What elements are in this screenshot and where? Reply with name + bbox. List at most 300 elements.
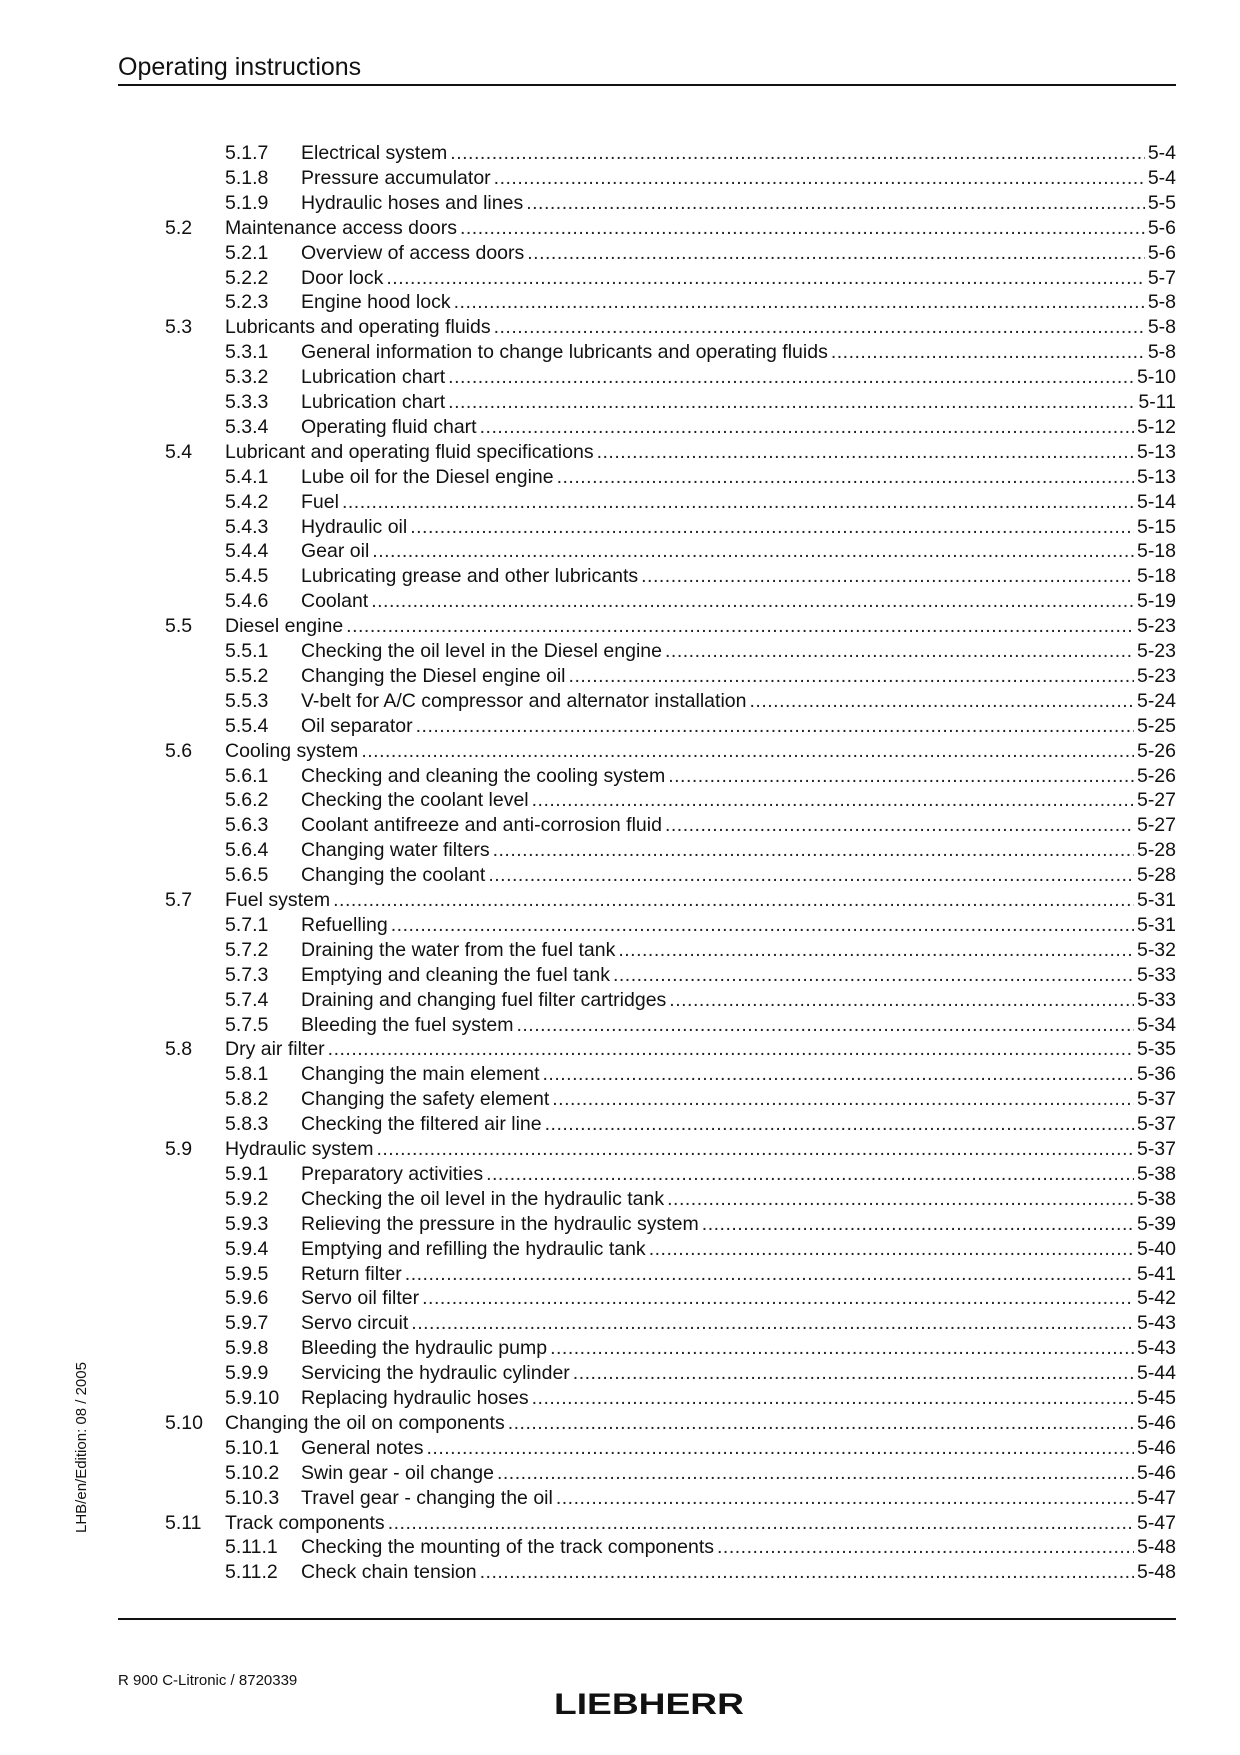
toc-leader-dots bbox=[556, 1486, 1134, 1511]
toc-number: 5.4.3 bbox=[225, 515, 269, 538]
toc-number: 5.7.5 bbox=[225, 1013, 269, 1036]
toc-entry bbox=[0, 639, 1240, 664]
toc-entry bbox=[0, 838, 1240, 863]
toc-leader-dots bbox=[493, 838, 1134, 863]
toc-number: 5.3 bbox=[165, 316, 193, 339]
toc-title: Maintenance access doors bbox=[225, 216, 457, 239]
toc-line bbox=[301, 241, 1176, 266]
toc-page-number: 5-48 bbox=[1136, 1561, 1176, 1584]
toc-number: 5.5.4 bbox=[225, 714, 269, 737]
toc-line bbox=[301, 963, 1176, 988]
toc-leader-dots bbox=[422, 1286, 1134, 1311]
toc-number: 5.2.3 bbox=[225, 291, 269, 314]
toc-entry bbox=[0, 1436, 1240, 1461]
toc-leader-dots bbox=[361, 739, 1134, 764]
toc-page-number: 5-15 bbox=[1136, 515, 1176, 538]
toc-line bbox=[301, 1336, 1176, 1361]
toc-page-number: 5-35 bbox=[1136, 1038, 1176, 1061]
toc-line bbox=[301, 913, 1176, 938]
toc-number: 5.3.4 bbox=[225, 415, 269, 438]
toc-title: Hydraulic system bbox=[225, 1138, 374, 1160]
toc-line bbox=[301, 689, 1176, 714]
toc-title: Lubrication chart bbox=[301, 366, 446, 389]
toc-entry bbox=[0, 1560, 1240, 1585]
toc-title: Door lock bbox=[301, 266, 384, 289]
logo-wordmark: LIEBHERR bbox=[554, 1689, 745, 1717]
toc-leader-dots bbox=[448, 365, 1134, 390]
toc-number: 5.9.8 bbox=[225, 1337, 269, 1360]
toc-leader-dots bbox=[427, 1436, 1134, 1461]
toc-leader-dots bbox=[545, 1112, 1134, 1137]
toc-number: 5.9.1 bbox=[225, 1162, 269, 1185]
toc-page-number: 5-37 bbox=[1136, 1138, 1176, 1160]
toc-page-number: 5-25 bbox=[1136, 714, 1176, 737]
toc-line bbox=[301, 340, 1176, 365]
toc-page-number: 5-18 bbox=[1136, 565, 1176, 588]
document-number: R 900 C-Litronic / 8720339 bbox=[118, 1672, 298, 1689]
toc-entry bbox=[0, 1386, 1240, 1411]
toc-number: 5.9.9 bbox=[225, 1362, 269, 1385]
toc-number: 5.7 bbox=[165, 889, 193, 911]
toc-page-number: 5-43 bbox=[1136, 1312, 1176, 1335]
toc-line bbox=[301, 714, 1176, 739]
toc-leader-dots bbox=[668, 764, 1134, 789]
toc-title: General information to change lubricants and operating fluids bbox=[301, 341, 828, 364]
toc-page-number: 5-42 bbox=[1136, 1287, 1176, 1310]
toc-leader-dots bbox=[448, 390, 1135, 415]
toc-line bbox=[225, 888, 1176, 913]
toc-leader-dots bbox=[497, 1461, 1134, 1486]
toc-line bbox=[225, 440, 1176, 465]
toc-line bbox=[301, 1386, 1176, 1411]
toc-entry bbox=[0, 589, 1240, 614]
toc-entry bbox=[0, 1237, 1240, 1262]
toc-entry bbox=[0, 490, 1240, 515]
toc-line bbox=[301, 764, 1176, 789]
toc-entry bbox=[0, 1411, 1240, 1436]
toc-entry bbox=[0, 141, 1240, 166]
toc-title: Changing the safety element bbox=[301, 1088, 550, 1111]
toc-number: 5.3.3 bbox=[225, 391, 269, 413]
toc-line bbox=[301, 465, 1176, 490]
toc-line bbox=[301, 1461, 1176, 1486]
toc-entry bbox=[0, 1087, 1240, 1112]
toc-leader-dots bbox=[749, 689, 1133, 714]
toc-line bbox=[301, 390, 1176, 415]
toc-line bbox=[301, 1535, 1176, 1560]
toc-leader-dots bbox=[532, 1386, 1134, 1411]
toc-number: 5.4.1 bbox=[225, 465, 269, 488]
toc-leader-dots bbox=[460, 216, 1145, 241]
toc-number: 5.2.1 bbox=[225, 241, 269, 264]
toc-page-number: 5-47 bbox=[1136, 1511, 1176, 1534]
toc-leader-dots bbox=[667, 1187, 1134, 1212]
toc-leader-dots bbox=[371, 589, 1134, 614]
toc-number: 5.2 bbox=[165, 216, 193, 239]
toc-leader-dots bbox=[516, 1013, 1134, 1038]
toc-title: Emptying and cleaning the fuel tank bbox=[301, 963, 610, 986]
toc-leader-dots bbox=[391, 913, 1134, 938]
toc-page-number: 5-38 bbox=[1136, 1162, 1176, 1185]
toc-line bbox=[225, 1037, 1176, 1062]
toc-line bbox=[301, 1087, 1176, 1112]
toc-title: Replacing hydraulic hoses bbox=[301, 1387, 529, 1409]
toc-entry bbox=[0, 689, 1240, 714]
toc-page-number: 5-36 bbox=[1136, 1063, 1176, 1086]
toc-title: Hydraulic oil bbox=[301, 515, 408, 538]
toc-leader-dots bbox=[831, 340, 1145, 365]
toc-page-number: 5-34 bbox=[1136, 1013, 1176, 1036]
toc-entry bbox=[0, 913, 1240, 938]
toc-entry bbox=[0, 340, 1240, 365]
toc-entry bbox=[0, 1311, 1240, 1336]
toc-page-number: 5-26 bbox=[1136, 739, 1176, 762]
toc-number: 5.10 bbox=[165, 1411, 203, 1434]
toc-number: 5.7.3 bbox=[225, 963, 269, 986]
toc-number: 5.9.10 bbox=[225, 1387, 280, 1409]
toc-entry bbox=[0, 988, 1240, 1013]
toc-line bbox=[301, 589, 1176, 614]
toc-page-number: 5-38 bbox=[1136, 1187, 1176, 1210]
toc-number: 5.9.2 bbox=[225, 1187, 269, 1210]
toc-title: Travel gear - changing the oil bbox=[301, 1486, 553, 1509]
toc-entry bbox=[0, 863, 1240, 888]
toc-number: 5.6.4 bbox=[225, 839, 269, 862]
toc-page-number: 5-33 bbox=[1136, 988, 1176, 1011]
toc-leader-dots bbox=[669, 988, 1134, 1013]
toc-leader-dots bbox=[411, 1311, 1134, 1336]
toc-line bbox=[301, 290, 1176, 315]
toc-leader-dots bbox=[641, 564, 1134, 589]
toc-number: 5.9.6 bbox=[225, 1287, 269, 1310]
toc-entry bbox=[0, 1361, 1240, 1386]
toc-title: Emptying and refilling the hydraulic tank bbox=[301, 1237, 646, 1260]
toc-leader-dots bbox=[494, 166, 1145, 191]
toc-line bbox=[225, 739, 1176, 764]
toc-page-number: 5-23 bbox=[1136, 664, 1176, 687]
toc-line bbox=[225, 315, 1176, 340]
header-rule bbox=[118, 84, 1176, 86]
toc-entry bbox=[0, 938, 1240, 963]
toc-entry bbox=[0, 1486, 1240, 1511]
toc-number: 5.6.3 bbox=[225, 814, 269, 837]
toc-leader-dots bbox=[717, 1535, 1134, 1560]
toc-page-number: 5-11 bbox=[1138, 391, 1176, 413]
toc-entry bbox=[0, 1013, 1240, 1038]
toc-number: 5.9.4 bbox=[225, 1237, 269, 1260]
toc-entry bbox=[0, 390, 1240, 415]
toc-leader-dots bbox=[410, 515, 1134, 540]
toc-number: 5.8.3 bbox=[225, 1113, 269, 1136]
toc-line bbox=[301, 539, 1176, 564]
toc-number: 5.5.1 bbox=[225, 640, 269, 662]
toc-number: 5.10.3 bbox=[225, 1486, 280, 1509]
toc-page-number: 5-19 bbox=[1136, 590, 1176, 613]
toc-number: 5.1.9 bbox=[225, 191, 269, 214]
toc-leader-dots bbox=[597, 440, 1134, 465]
toc-page-number: 5-37 bbox=[1136, 1088, 1176, 1111]
toc-number: 5.7.4 bbox=[225, 988, 269, 1011]
toc-entry bbox=[0, 1511, 1240, 1536]
toc-number: 5.1.8 bbox=[225, 166, 269, 189]
toc-number: 5.4.5 bbox=[225, 565, 269, 588]
toc-number: 5.1.7 bbox=[225, 142, 269, 164]
toc-title: Lube oil for the Diesel engine bbox=[301, 465, 554, 488]
toc-entry bbox=[0, 1137, 1240, 1162]
toc-line bbox=[225, 216, 1176, 241]
toc-leader-dots bbox=[665, 813, 1134, 838]
toc-leader-dots bbox=[532, 788, 1134, 813]
toc-entry bbox=[0, 365, 1240, 390]
toc-title: Servo circuit bbox=[301, 1312, 409, 1335]
toc-leader-dots bbox=[346, 614, 1134, 639]
toc-entry bbox=[0, 764, 1240, 789]
toc-leader-dots bbox=[543, 1062, 1134, 1087]
toc-title: Changing the oil on components bbox=[225, 1411, 505, 1434]
toc-number: 5.11 bbox=[165, 1511, 202, 1534]
toc-number: 5.7.2 bbox=[225, 938, 269, 961]
toc-entry bbox=[0, 290, 1240, 315]
toc-title: Diesel engine bbox=[225, 615, 344, 638]
toc-page-number: 5-14 bbox=[1136, 490, 1176, 513]
toc-leader-dots bbox=[388, 1511, 1134, 1536]
toc-number: 5.10.2 bbox=[225, 1461, 280, 1484]
toc-page-number: 5-5 bbox=[1147, 191, 1176, 214]
toc-number: 5.2.2 bbox=[225, 266, 269, 289]
toc-page-number: 5-46 bbox=[1136, 1461, 1176, 1484]
toc-title: Dry air filter bbox=[225, 1038, 325, 1061]
toc-title: Bleeding the hydraulic pump bbox=[301, 1337, 548, 1360]
footer-rule bbox=[118, 1618, 1176, 1620]
toc-leader-dots bbox=[333, 888, 1134, 913]
toc-leader-dots bbox=[569, 664, 1134, 689]
toc-leader-dots bbox=[450, 141, 1145, 166]
toc-title: Lubrication chart bbox=[301, 391, 446, 413]
page-title: Operating instructions bbox=[118, 53, 362, 81]
toc-page-number: 5-13 bbox=[1136, 465, 1176, 488]
toc-line bbox=[301, 813, 1176, 838]
toc-line bbox=[225, 1411, 1176, 1436]
toc-page-number: 5-27 bbox=[1136, 814, 1176, 837]
toc-line bbox=[301, 564, 1176, 589]
toc-page-number: 5-41 bbox=[1136, 1262, 1176, 1285]
toc-leader-dots bbox=[527, 241, 1145, 266]
toc-leader-dots bbox=[328, 1037, 1134, 1062]
toc-line bbox=[301, 415, 1176, 440]
toc-page-number: 5-4 bbox=[1147, 166, 1176, 189]
toc-title: Check chain tension bbox=[301, 1561, 477, 1584]
toc-line bbox=[301, 365, 1176, 390]
toc-page-number: 5-23 bbox=[1136, 615, 1176, 638]
toc-page-number: 5-8 bbox=[1147, 316, 1176, 339]
toc-page-number: 5-31 bbox=[1136, 913, 1176, 936]
toc-entry bbox=[0, 1062, 1240, 1087]
toc-page-number: 5-10 bbox=[1136, 366, 1176, 389]
toc-leader-dots bbox=[508, 1411, 1134, 1436]
toc-page-number: 5-46 bbox=[1136, 1436, 1176, 1459]
toc-title: Checking the oil level in the hydraulic tank bbox=[301, 1187, 665, 1210]
toc-title: Bleeding the fuel system bbox=[301, 1013, 514, 1036]
toc-number: 5.11.1 bbox=[225, 1536, 278, 1559]
toc-number: 5.9.3 bbox=[225, 1212, 269, 1235]
toc-line bbox=[301, 863, 1176, 888]
toc-title: Electrical system bbox=[301, 142, 448, 164]
toc-title: Changing the Diesel engine oil bbox=[301, 664, 566, 687]
toc-page-number: 5-24 bbox=[1136, 689, 1176, 712]
toc-entry bbox=[0, 465, 1240, 490]
toc-number: 5.4.4 bbox=[225, 540, 269, 563]
toc-leader-dots bbox=[488, 863, 1134, 888]
toc-entry bbox=[0, 515, 1240, 540]
toc-entry bbox=[0, 714, 1240, 739]
toc-title: Coolant antifreeze and anti-corrosion fluid bbox=[301, 814, 662, 837]
toc-page-number: 5-44 bbox=[1136, 1362, 1176, 1385]
toc-line bbox=[301, 988, 1176, 1013]
toc-title: Checking the coolant level bbox=[301, 789, 529, 812]
toc-leader-dots bbox=[386, 266, 1144, 291]
toc-title: Changing the coolant bbox=[301, 864, 486, 887]
toc-entry bbox=[0, 1112, 1240, 1137]
toc-leader-dots bbox=[552, 1087, 1134, 1112]
toc-line bbox=[301, 1187, 1176, 1212]
toc-entry bbox=[0, 539, 1240, 564]
toc-leader-dots bbox=[702, 1212, 1134, 1237]
toc-line bbox=[301, 515, 1176, 540]
toc-title: Changing the main element bbox=[301, 1063, 540, 1086]
toc-leader-dots bbox=[416, 714, 1134, 739]
toc-entry bbox=[0, 788, 1240, 813]
toc-leader-dots bbox=[342, 490, 1134, 515]
toc-leader-dots bbox=[376, 1137, 1134, 1162]
toc-number: 5.8.1 bbox=[225, 1063, 269, 1086]
toc-title: Oil separator bbox=[301, 714, 413, 737]
toc-title: Lubricating grease and other lubricants bbox=[301, 565, 639, 588]
toc-title: Refuelling bbox=[301, 913, 388, 936]
toc-title: Checking and cleaning the cooling system bbox=[301, 764, 666, 787]
toc-leader-dots bbox=[486, 1162, 1134, 1187]
toc-line bbox=[225, 614, 1176, 639]
toc-line bbox=[301, 788, 1176, 813]
toc-page-number: 5-31 bbox=[1136, 889, 1176, 911]
toc-entry bbox=[0, 664, 1240, 689]
toc-title: Track components bbox=[225, 1511, 385, 1534]
toc-title: Fuel system bbox=[225, 889, 331, 911]
toc-line bbox=[301, 1262, 1176, 1287]
toc-title: Relieving the pressure in the hydraulic system bbox=[301, 1212, 699, 1235]
toc-line bbox=[301, 664, 1176, 689]
toc-title: Gear oil bbox=[301, 540, 370, 563]
toc-number: 5.3.1 bbox=[225, 341, 269, 364]
toc-leader-dots bbox=[618, 938, 1134, 963]
toc-page-number: 5-18 bbox=[1136, 540, 1176, 563]
toc-page-number: 5-37 bbox=[1136, 1113, 1176, 1136]
toc-page-number: 5-43 bbox=[1136, 1337, 1176, 1360]
edition-text: LHB/en/Edition: 08 / 2005 bbox=[73, 1362, 90, 1533]
toc-line bbox=[301, 1361, 1176, 1386]
toc-entry bbox=[0, 614, 1240, 639]
toc-entry bbox=[0, 1187, 1240, 1212]
toc-line bbox=[301, 191, 1176, 216]
toc-entry bbox=[0, 1535, 1240, 1560]
toc-number: 5.4 bbox=[165, 440, 193, 463]
toc-page-number: 5-7 bbox=[1147, 266, 1176, 289]
toc-number: 5.4.6 bbox=[225, 590, 269, 613]
toc-leader-dots bbox=[372, 539, 1134, 564]
toc-number: 5.5.2 bbox=[225, 664, 269, 687]
toc-entry bbox=[0, 739, 1240, 764]
toc-line bbox=[301, 1237, 1176, 1262]
liebherr-logo-icon bbox=[552, 1689, 746, 1717]
toc-number: 5.11.2 bbox=[225, 1561, 278, 1584]
toc-leader-dots bbox=[480, 1560, 1134, 1585]
toc-line bbox=[301, 490, 1176, 515]
toc-line bbox=[301, 639, 1176, 664]
toc-line bbox=[301, 166, 1176, 191]
toc-title: Servo oil filter bbox=[301, 1287, 420, 1310]
toc-line bbox=[301, 1286, 1176, 1311]
toc-number: 5.8 bbox=[165, 1038, 193, 1061]
toc-leader-dots bbox=[405, 1262, 1134, 1287]
toc-line bbox=[301, 141, 1176, 166]
toc-leader-dots bbox=[526, 191, 1145, 216]
toc-entry bbox=[0, 166, 1240, 191]
toc-number: 5.10.1 bbox=[225, 1436, 280, 1459]
toc-page-number: 5-6 bbox=[1147, 216, 1176, 239]
toc-page-number: 5-8 bbox=[1147, 291, 1176, 314]
toc-page-number: 5-40 bbox=[1136, 1237, 1176, 1260]
toc-entry bbox=[0, 266, 1240, 291]
toc-number: 5.6 bbox=[165, 739, 193, 762]
toc-number: 5.6.1 bbox=[225, 764, 269, 787]
toc-entry bbox=[0, 1461, 1240, 1486]
toc-title: Checking the mounting of the track components bbox=[301, 1536, 714, 1559]
toc-line bbox=[301, 1212, 1176, 1237]
toc-page-number: 5-47 bbox=[1136, 1486, 1176, 1509]
toc-title: Checking the filtered air line bbox=[301, 1113, 542, 1136]
toc-page-number: 5-26 bbox=[1136, 764, 1176, 787]
toc-line bbox=[301, 1486, 1176, 1511]
toc-leader-dots bbox=[454, 290, 1145, 315]
toc-title: Return filter bbox=[301, 1262, 402, 1285]
toc-title: Changing water filters bbox=[301, 839, 490, 862]
toc-title: Draining the water from the fuel tank bbox=[301, 938, 616, 961]
toc-line bbox=[301, 1112, 1176, 1137]
toc-line bbox=[301, 1062, 1176, 1087]
toc-number: 5.7.1 bbox=[225, 913, 269, 936]
toc-title: Fuel bbox=[301, 490, 339, 513]
toc-page-number: 5-8 bbox=[1147, 341, 1176, 364]
toc-line bbox=[301, 266, 1176, 291]
toc-leader-dots bbox=[665, 639, 1134, 664]
toc-number: 5.9.7 bbox=[225, 1312, 269, 1335]
toc-entry bbox=[0, 1212, 1240, 1237]
toc-page-number: 5-12 bbox=[1136, 415, 1176, 438]
toc-title: Cooling system bbox=[225, 739, 359, 762]
toc-page-number: 5-39 bbox=[1136, 1212, 1176, 1235]
toc-entry bbox=[0, 564, 1240, 589]
toc-number: 5.6.5 bbox=[225, 864, 269, 887]
toc-page-number: 5-46 bbox=[1136, 1411, 1176, 1434]
toc-line bbox=[225, 1137, 1176, 1162]
toc-line bbox=[301, 1436, 1176, 1461]
toc-line bbox=[301, 1162, 1176, 1187]
toc-page-number: 5-4 bbox=[1147, 142, 1176, 164]
toc-title: Swin gear - oil change bbox=[301, 1461, 494, 1484]
toc-title: Checking the oil level in the Diesel engine bbox=[301, 640, 662, 662]
toc-line bbox=[301, 1560, 1176, 1585]
toc-entry bbox=[0, 813, 1240, 838]
toc-title: Overview of access doors bbox=[301, 241, 525, 264]
